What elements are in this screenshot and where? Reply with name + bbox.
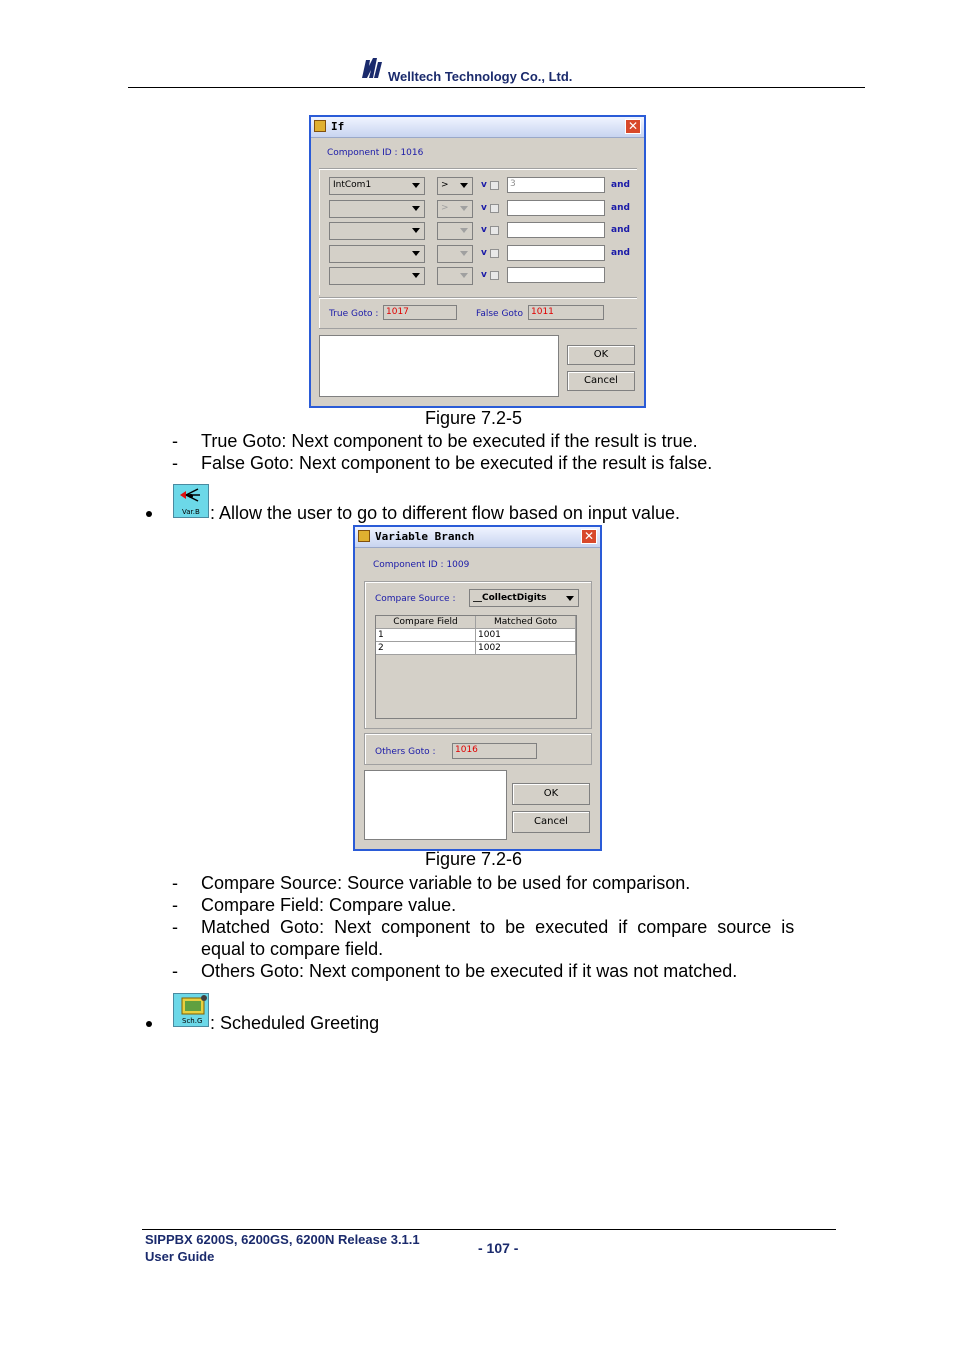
operator-select[interactable]: > xyxy=(437,200,473,218)
compare-value-field[interactable] xyxy=(507,200,605,216)
variable-select[interactable] xyxy=(329,267,425,285)
true-goto-label: True Goto : xyxy=(329,309,379,319)
operator-select[interactable] xyxy=(437,222,473,240)
variable-branch-icon xyxy=(173,484,209,518)
cancel-button[interactable]: Cancel xyxy=(567,371,635,391)
chevron-down-icon xyxy=(412,206,420,211)
compare-value-field[interactable] xyxy=(507,267,605,283)
chevron-down-icon xyxy=(412,251,420,256)
operator-select[interactable] xyxy=(437,267,473,285)
notes-textarea[interactable] xyxy=(364,770,507,840)
chevron-down-icon xyxy=(412,273,420,278)
logic-operator-label: and xyxy=(611,180,630,190)
v-label: v xyxy=(481,202,487,213)
table-header: Matched Goto xyxy=(476,616,576,629)
variable-branch-icon-label: Var.B xyxy=(182,508,200,516)
bullet-text: : Allow the user to go to different flow based on input value. xyxy=(210,503,680,523)
list-item: True Goto: Next component to be executed if the result is true. xyxy=(201,431,698,451)
footer-product: SIPPBX 6200S, 6200GS, 6200N Release 3.1.1 xyxy=(145,1232,420,1247)
false-goto-field[interactable]: 1011 xyxy=(528,305,604,320)
true-goto-field[interactable]: 1017 xyxy=(383,305,457,320)
variable-branch-title: Variable Branch xyxy=(375,530,475,543)
chevron-down-icon xyxy=(460,228,468,233)
compare-table xyxy=(375,615,577,719)
footer-doc: User Guide xyxy=(145,1249,215,1264)
page-number: - 107 - xyxy=(478,1240,519,1256)
chevron-down-icon xyxy=(412,228,420,233)
cancel-button[interactable]: Cancel xyxy=(512,811,590,833)
operator-select[interactable]: > xyxy=(437,177,473,195)
compare-source-label: Compare Source : xyxy=(375,594,456,604)
table-header: Compare Field xyxy=(376,616,476,629)
others-goto-field[interactable]: 1016 xyxy=(452,743,537,759)
v-label: v xyxy=(481,247,487,258)
compare-source-select[interactable]: __CollectDigits xyxy=(469,589,579,607)
list-dash: - xyxy=(172,453,178,473)
component-id-label: Component ID : 1009 xyxy=(373,560,470,570)
table-cell[interactable]: 2 xyxy=(376,642,476,655)
company-logo xyxy=(360,56,386,80)
if-dialog-title: If xyxy=(331,120,345,133)
chevron-down-icon xyxy=(460,206,468,211)
variable-checkbox[interactable] xyxy=(490,249,499,258)
ok-button[interactable]: OK xyxy=(512,783,590,805)
list-item: Matched Goto: Next component to be executed if compare source is xyxy=(201,917,795,937)
ok-button[interactable]: OK xyxy=(567,345,635,365)
compare-value-field[interactable] xyxy=(507,222,605,238)
variable-select[interactable] xyxy=(329,245,425,263)
list-item: Compare Source: Source variable to be used for comparison. xyxy=(201,873,691,893)
operator-select[interactable] xyxy=(437,245,473,263)
close-icon[interactable]: ✕ xyxy=(625,119,641,134)
figure1-caption: Figure 7.2-5 xyxy=(425,408,523,428)
notes-textarea[interactable] xyxy=(319,335,559,397)
logic-operator-label: and xyxy=(611,247,630,258)
bullet-text: : Scheduled Greeting xyxy=(210,1013,380,1033)
chevron-down-icon xyxy=(460,273,468,278)
variable-branch-dialog xyxy=(353,525,602,851)
chevron-down-icon xyxy=(566,596,574,601)
list-dash: - xyxy=(172,895,178,915)
close-icon[interactable]: ✕ xyxy=(581,529,597,544)
v-label: v xyxy=(481,180,487,190)
variable-select[interactable] xyxy=(329,222,425,240)
component-id-label: Component ID : 1016 xyxy=(327,148,424,158)
header-rule xyxy=(128,87,865,88)
chevron-down-icon xyxy=(412,183,420,188)
v-label: v xyxy=(481,270,487,280)
variable-checkbox[interactable] xyxy=(490,181,499,190)
list-item: Compare Field: Compare value. xyxy=(201,895,457,915)
compare-value-field[interactable] xyxy=(507,245,605,261)
table-cell[interactable]: 1002 xyxy=(476,642,576,655)
bullet xyxy=(146,1021,152,1027)
variable-select[interactable]: IntCom1 xyxy=(329,177,425,195)
others-goto-label: Others Goto : xyxy=(375,747,436,757)
figure2-caption: Figure 7.2-6 xyxy=(425,849,523,869)
footer-rule xyxy=(142,1229,836,1230)
false-goto-label: False Goto xyxy=(476,309,523,319)
variable-select[interactable] xyxy=(329,200,425,218)
list-dash: - xyxy=(172,873,178,893)
if-dialog xyxy=(309,115,646,408)
list-item: False Goto: Next component to be executed if the result is false. xyxy=(201,453,713,473)
header-company-name: Welltech Technology Co., Ltd. xyxy=(388,69,573,84)
compare-value-field[interactable]: 3 xyxy=(507,177,605,193)
app-icon xyxy=(314,120,326,132)
list-item: Others Goto: Next component to be executed if it was not matched. xyxy=(201,961,738,981)
scheduled-greeting-icon xyxy=(173,993,209,1027)
chevron-down-icon xyxy=(460,251,468,256)
variable-checkbox[interactable] xyxy=(490,204,499,213)
list-dash: - xyxy=(172,431,178,451)
list-dash: - xyxy=(172,917,178,937)
logic-operator-label: and xyxy=(611,225,630,235)
variable-checkbox[interactable] xyxy=(490,271,499,280)
list-item-continuation: equal to compare field. xyxy=(201,939,384,959)
if-dialog-titlebar xyxy=(311,117,644,138)
chevron-down-icon xyxy=(460,183,468,188)
bullet xyxy=(146,511,152,517)
table-cell[interactable]: 1 xyxy=(376,629,476,642)
variable-branch-titlebar xyxy=(355,527,600,548)
table-cell[interactable]: 1001 xyxy=(476,629,576,642)
scheduled-greeting-icon-label: Sch.G xyxy=(182,1017,203,1025)
variable-checkbox[interactable] xyxy=(490,226,499,235)
v-label: v xyxy=(481,225,487,235)
list-dash: - xyxy=(172,961,178,981)
logic-operator-label: and xyxy=(611,202,630,213)
app-icon xyxy=(358,530,370,542)
